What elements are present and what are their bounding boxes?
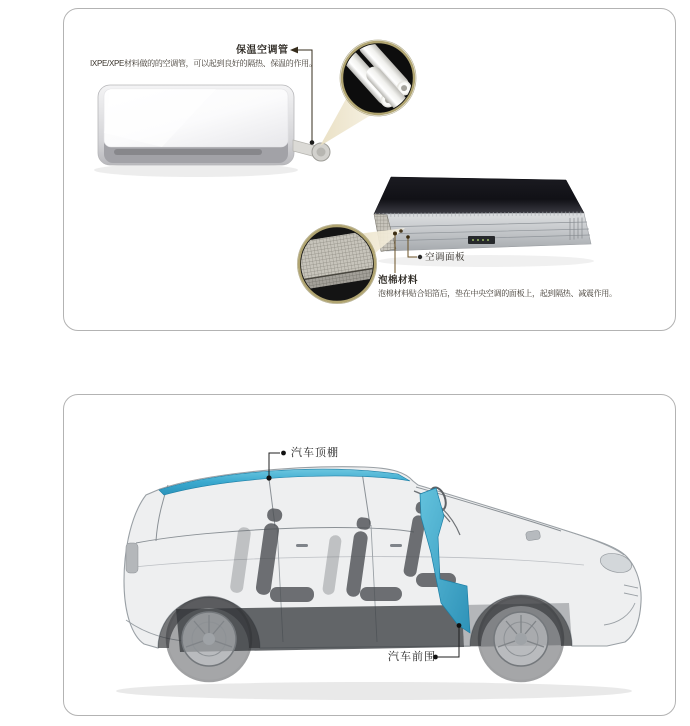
insulated-pipe-label: 保温空调管 — [236, 45, 289, 56]
wall-ac-unit — [94, 85, 298, 177]
ac-panel-label: 空调面板 — [425, 252, 466, 263]
car-front-label: 汽车前围 — [388, 651, 436, 663]
car-shadow — [116, 682, 632, 700]
car-application-panel — [63, 394, 676, 716]
car-illustration — [64, 395, 675, 715]
ac-insulation-panel — [63, 8, 676, 331]
ac-display — [468, 236, 495, 244]
taillight — [126, 543, 138, 573]
arrow-left-icon — [290, 47, 298, 54]
insulated-pipe-description: IXPE/XPE材料做的的空调管，可以起到良好的隔热、保温的作用。 — [90, 59, 317, 68]
car-roof-label: 汽车顶棚 — [291, 447, 339, 459]
foam-material-description: 泡棉材料贴合铝箔后，垫在中央空调的面板上，起到隔热、减震作用。 — [378, 289, 617, 298]
hvac-illustration — [64, 9, 675, 330]
side-mirror — [526, 530, 541, 541]
foam-material-label: 泡棉材料 — [378, 275, 419, 286]
ceiling-ac-unit — [374, 177, 594, 267]
